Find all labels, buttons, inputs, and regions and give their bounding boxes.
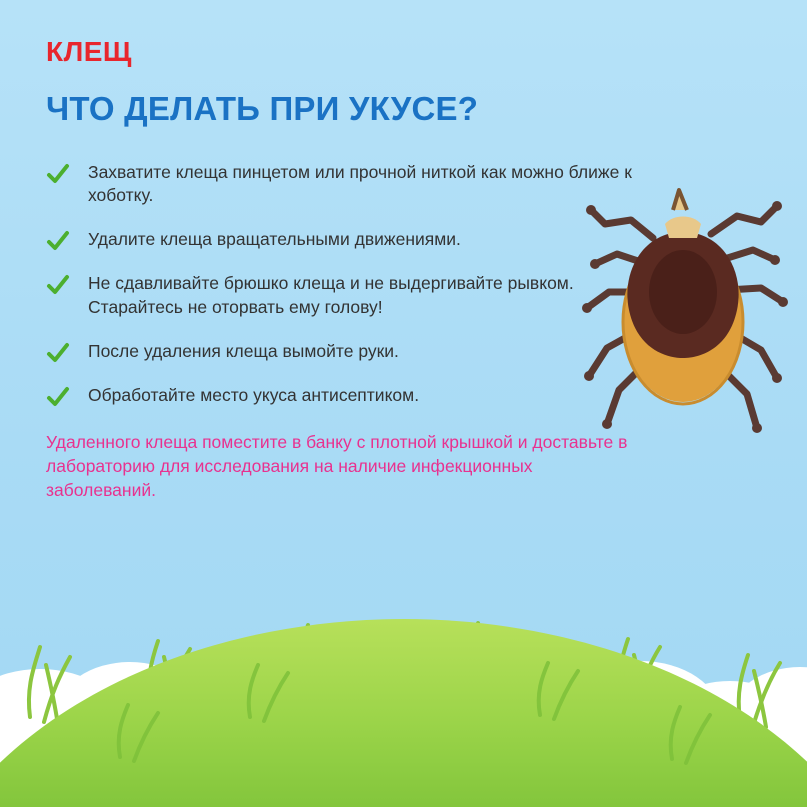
page-title: ЧТО ДЕЛАТЬ ПРИ УКУСЕ? — [46, 90, 479, 127]
check-icon — [46, 229, 70, 253]
check-icon — [46, 341, 70, 365]
check-icon — [46, 273, 70, 297]
list-item — [46, 272, 646, 319]
list-item — [46, 161, 646, 208]
step-text: Не сдавливайте брюшко клеща и не выдергивайте рывком. Старайтесь не оторвать ему голову! — [88, 273, 574, 317]
list-item — [46, 228, 646, 251]
step-text: После удаления клеща вымойте руки. — [88, 340, 399, 361]
check-icon — [46, 162, 70, 186]
steps-list — [46, 161, 646, 408]
footer-note: Удаленного клеща поместите в банку с плотной крышкой и доставьте в лабораторию для исследования на наличие инфекционных заболеваний. — [46, 431, 628, 500]
hill-illustration — [0, 507, 807, 807]
list-item — [46, 340, 646, 363]
step-text: Удалите клеща вращательными движениями. — [88, 229, 461, 250]
check-icon — [46, 385, 70, 409]
step-text: Обработайте место укуса антисептиком. — [88, 385, 420, 406]
list-item — [46, 384, 646, 407]
poster-content — [46, 38, 646, 502]
kicker-title: КЛЕЩ — [46, 36, 132, 67]
step-text: Захватите клеща пинцетом или прочной ниткой как можно ближе к хоботку. — [88, 161, 632, 205]
